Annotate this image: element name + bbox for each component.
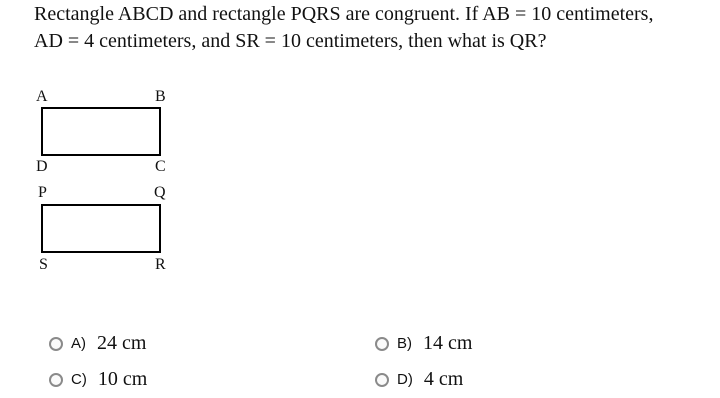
choice-c[interactable] [49, 368, 147, 391]
radio-button-icon[interactable] [375, 373, 389, 387]
vertex-label-q: Q [154, 184, 166, 201]
choice-letter: C) [71, 371, 87, 388]
choice-b[interactable] [375, 332, 472, 355]
choice-letter: A) [71, 335, 86, 352]
choice-text: 24 cm [97, 332, 147, 354]
choice-a[interactable] [49, 332, 146, 355]
radio-button-icon[interactable] [49, 337, 63, 351]
vertex-label-a: A [36, 88, 48, 105]
radio-button-icon[interactable] [375, 337, 389, 351]
choice-letter: D) [397, 371, 413, 388]
vertex-label-c: C [155, 158, 166, 175]
vertex-label-s: S [39, 256, 48, 273]
choice-text: 10 cm [97, 368, 148, 390]
question-text: Rectangle ABCD and rectangle PQRS are congruent. If AB = 10 centimeters, AD = 4 centimeters, and SR = 10 centimeters, then what is QR? [34, 3, 654, 52]
rectangle-abcd [41, 107, 161, 156]
choice-text: 14 cm [423, 332, 473, 354]
rectangle-pqrs [41, 204, 161, 253]
vertex-label-b: B [155, 88, 166, 105]
radio-button-icon[interactable] [49, 373, 63, 387]
vertex-label-r: R [155, 256, 166, 273]
choice-text: 4 cm [423, 368, 464, 390]
vertex-label-p: P [38, 184, 47, 201]
vertex-label-d: D [36, 158, 48, 175]
choice-d[interactable] [375, 368, 463, 391]
choice-letter: B) [397, 335, 412, 352]
